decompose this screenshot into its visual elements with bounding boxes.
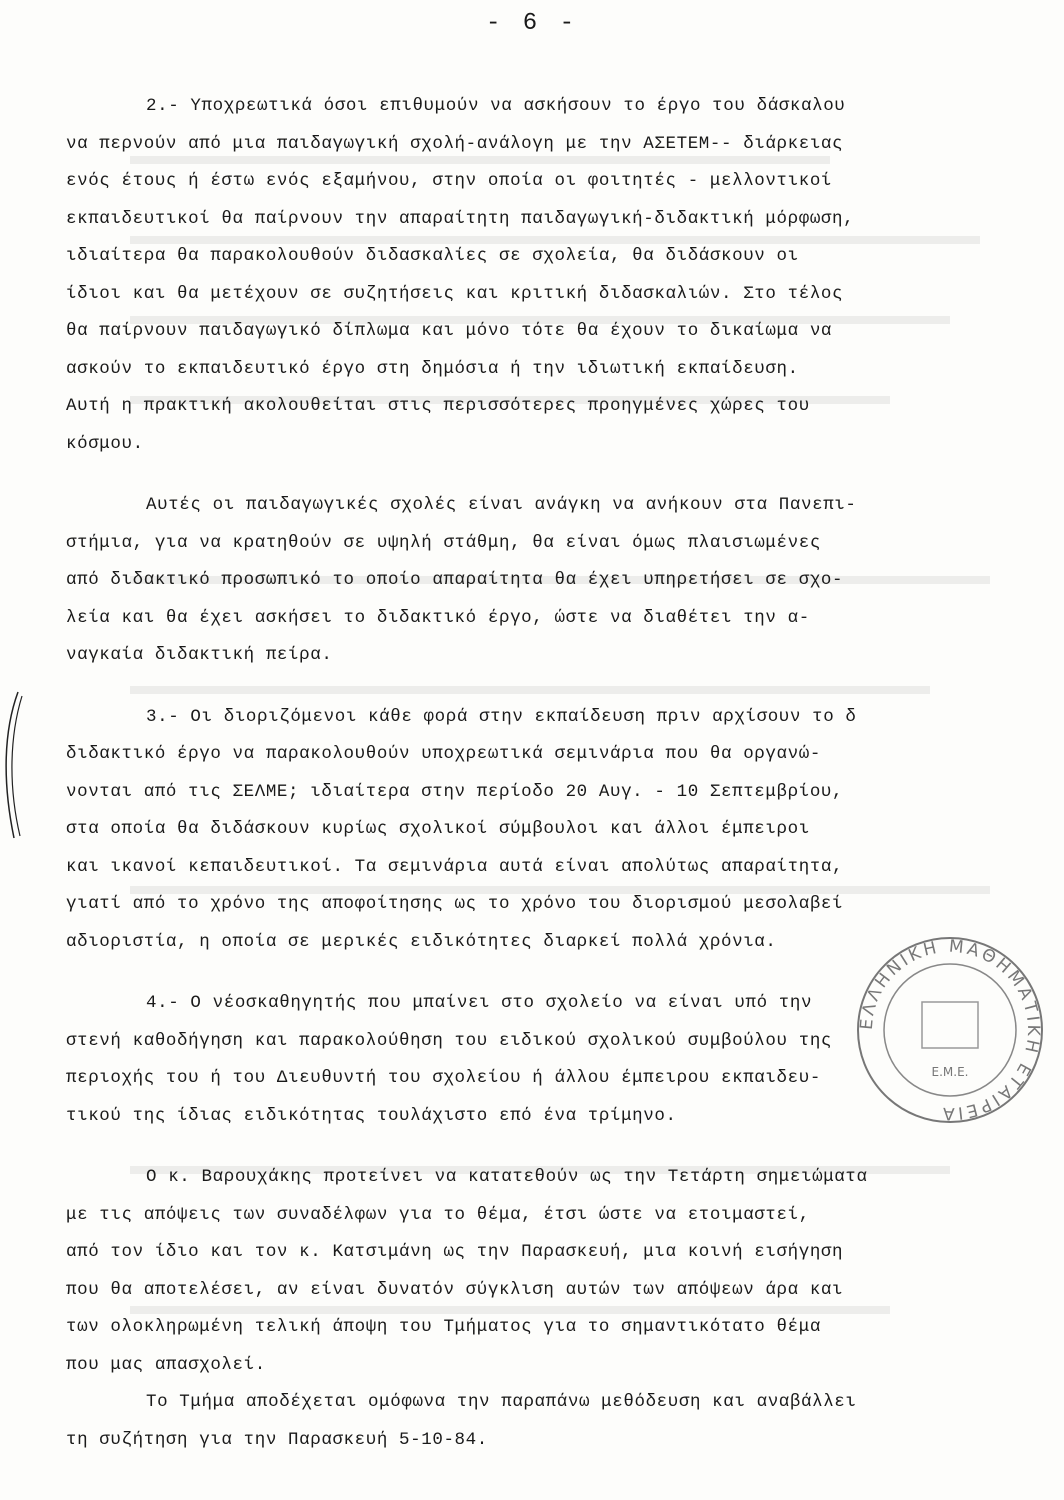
text-line: νονται από τις ΣΕΛΜΕ; ιδιαίτερα στην περίοδο 20 Αυγ. - 10 Σεπτεμβρίου, <box>66 781 844 802</box>
text-line: αδιοριστία, η οποία σε μερικές ειδικότητες διαρκεί πολλά χρόνια. <box>66 931 777 952</box>
text-line: που μας απασχολεί. <box>66 1354 266 1375</box>
text-line: από διδακτικό προσωπικό το οποίο απαραίτητα θα έχει υπηρετήσει σε σχο- <box>66 570 844 590</box>
text-line: περιοχής του ή του Διευθυντή του σχολείου ή άλλου έμπειρου εκπαιδευ- <box>66 1068 821 1088</box>
text-line: ενός έτους ή έστω ενός εξαμήνου, στην οποία οι φοιτητές - μελλοντικοί <box>66 171 833 191</box>
text-line: με τις απόψεις των συναδέλφων για το θέμα, έτσι ώστε να ετοιμαστεί, <box>66 1204 810 1225</box>
text-line: από τον ίδιο και τον κ. Κατσιμάνη ως την Παρασκευή, μια κοινή εισήγηση <box>66 1242 844 1262</box>
paragraph-proposal <box>66 1159 1038 1384</box>
text-line: των ολοκληρωμένη τελική άποψη του Τμήματος για το σημαντικότατο θέμα <box>66 1317 821 1337</box>
text-line: θα παίρνουν παιδαγωγικό δίπλωμα και μόνο τότε θα έχουν το δικαίωμα να <box>66 321 833 341</box>
text-line: διδακτικό έργο να παρακολουθούν υποχρεωτικά σεμινάρια που θα οργανώ- <box>66 744 821 764</box>
page-number: - 6 - <box>485 10 578 37</box>
text-line: Ο κ. Βαρουχάκης προτείνει να κατατεθούν ως την Τετάρτη σημειώματα <box>146 1167 868 1187</box>
text-line: 4.- Ο νέοσκαθηγητής που μπαίνει στο σχολείο να είναι υπό την <box>146 993 813 1013</box>
text-line: στενή καθοδήγηση και παρακολούθηση του ειδικού σχολικού συμβούλου της <box>66 1030 833 1051</box>
text-line: στα οποία θα διδάσκουν κυρίως σχολικοί σύμβουλοι και άλλοι έμπειροι <box>66 819 810 839</box>
text-line: ναγκαία διδακτική πείρα. <box>66 645 333 665</box>
svg-text:Ε.Μ.Ε.: Ε.Μ.Ε. <box>931 1065 969 1079</box>
text-line: Αυτές οι παιδαγωγικές σχολές είναι ανάγκη να ανήκουν στα Πανεπι- <box>146 495 857 515</box>
paragraph-3 <box>66 699 1038 962</box>
text-line: στήμια, για να κρατηθούν σε υψηλή στάθμη, θα είναι όμως πλαισιωμένες <box>66 532 821 553</box>
text-line: που θα αποτελέσει, αν είναι δυνατόν σύγκλιση αυτών των απόψεων άρα και <box>66 1279 844 1300</box>
text-line: ίδιοι και θα μετέχουν σε συζητήσεις και κριτική διδασκαλιών. Στο τέλος <box>66 283 844 304</box>
text-line: ιδιαίτερα θα παρακολουθούν διδασκαλίες σε σχολεία, θα διδάσκουν οι <box>66 246 799 266</box>
paragraph-decision <box>66 1384 1038 1459</box>
svg-text:ΕΛΛΗΝΙΚΗ ΜΑΘΗΜΑΤΙΚΗ ΕΤΑΙΡΕΙΑ: ΕΛΛΗΝΙΚΗ ΜΑΘΗΜΑΤΙΚΗ ΕΤΑΙΡΕΙΑ <box>856 936 1044 1124</box>
paragraph-pedagogical-schools <box>66 487 1038 675</box>
text-line: κόσμου. <box>66 433 144 454</box>
text-line: Αυτή η πρακτική ακολουθείται στις περισσότερες προηγμένες χώρες του <box>66 396 810 416</box>
text-line: ασκούν το εκπαιδευτικό έργο στη δημόσια ή την ιδιωτική εκπαίδευση. <box>66 358 799 379</box>
margin-handwritten-mark <box>0 690 30 840</box>
text-line: 2.- Υποχρεωτικά όσοι επιθυμούν να ασκήσουν το έργο του δάσκαλου <box>146 96 846 116</box>
text-line: να περνούν από μια παιδαγωγική σχολή-ανάλογη με την ΑΣΕΤΕΜ-- διάρκειας <box>66 133 844 154</box>
text-line: 3.- Οι διοριζόμενοι κάθε φορά στην εκπαίδευση πριν αρχίσουν το δ <box>146 706 857 727</box>
text-line: τη συζήτηση για την Παρασκευή 5-10-84. <box>66 1429 488 1450</box>
text-line: εκπαιδευτικοί θα παίρνουν την απαραίτητη παιδαγωγική-διδακτική μόρφωση, <box>66 208 855 229</box>
text-line: γιατί από το χρόνο της αποφοίτησης ως το χρόνο του διορισμού μεσολαβεί <box>66 894 844 914</box>
body-text <box>66 88 1038 1459</box>
text-line: τικού της ίδιας ειδικότητας τουλάχιστο επό ένα τρίμηνο. <box>66 1105 677 1126</box>
paragraph-2 <box>66 88 1038 463</box>
text-line: Το Τμήμα αποδέχεται ομόφωνα την παραπάνω μεθόδευση και αναβάλλει <box>146 1392 857 1412</box>
text-line: και ικανοί κεπαιδευτικοί. Τα σεμινάρια αυτά είναι απολύτως απαραίτητα, <box>66 856 844 877</box>
text-line: λεία και θα έχει ασκήσει το διδακτικό έργο, ώστε να διαθέτει την α- <box>66 607 810 628</box>
round-seal-stamp <box>850 930 1050 1130</box>
